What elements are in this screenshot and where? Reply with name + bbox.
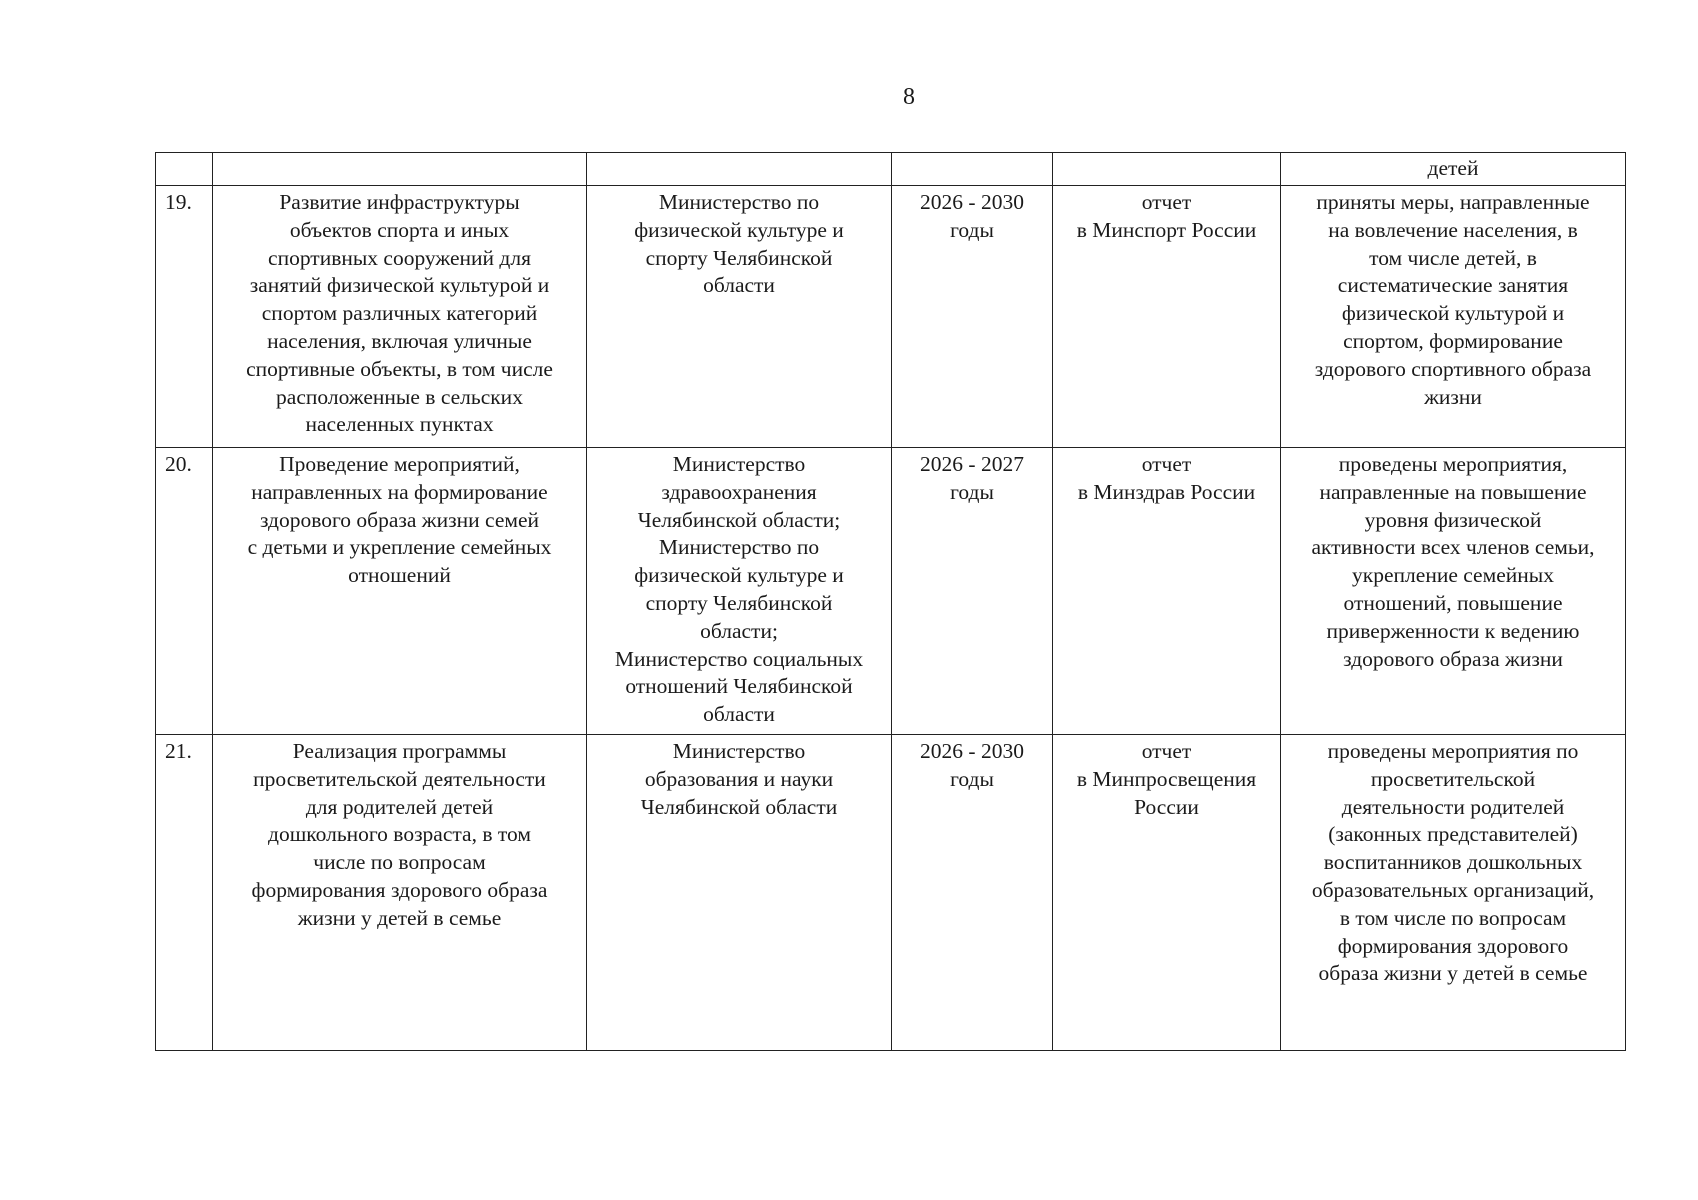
- table-row: [156, 735, 1626, 1051]
- cell-responsible: [587, 153, 892, 186]
- cell-report: отчет в Минпросвещения России: [1053, 735, 1281, 1051]
- cell-responsible: Министерство по физической культуре и спорту Челябинской области: [587, 186, 892, 448]
- cell-number: 21.: [156, 735, 213, 1051]
- table-row-continuation: [156, 153, 1626, 186]
- cell-activity: Развитие инфраструктуры объектов спорта и иных спортивных сооружений для занятий физической культурой и спортом различных категорий населения, включая уличные спортивные объекты, в том числе расположенные в сельских населенных пунктах: [213, 186, 587, 448]
- cell-period: [892, 153, 1053, 186]
- cell-result: приняты меры, направленные на вовлечение населения, в том числе детей, в систематические занятия физической культурой и спортом, формирование здорового спортивного образа жизни: [1281, 186, 1626, 448]
- cell-activity: Реализация программы просветительской деятельности для родителей детей дошкольного возраста, в том числе по вопросам формирования здорового образа жизни у детей в семье: [213, 735, 587, 1051]
- table-row: [156, 448, 1626, 735]
- cell-result: проведены мероприятия по просветительской деятельности родителей (законных представителей) воспитанников дошкольных образовательных организаций, в том числе по вопросам формирования здорового образа жизни у детей в семье: [1281, 735, 1626, 1051]
- cell-responsible: Министерство образования и науки Челябинской области: [587, 735, 892, 1051]
- measures-table: [155, 152, 1626, 1051]
- cell-period: 2026 - 2030 годы: [892, 186, 1053, 448]
- cell-report: отчет в Минспорт России: [1053, 186, 1281, 448]
- cell-result: детей: [1281, 153, 1626, 186]
- cell-number: [156, 153, 213, 186]
- cell-period: 2026 - 2027 годы: [892, 448, 1053, 735]
- cell-number: 20.: [156, 448, 213, 735]
- cell-report: отчет в Минздрав России: [1053, 448, 1281, 735]
- cell-activity: [213, 153, 587, 186]
- cell-activity: Проведение мероприятий, направленных на формирование здорового образа жизни семей с детьми и укрепление семейных отношений: [213, 448, 587, 735]
- table-row: [156, 186, 1626, 448]
- cell-responsible: Министерство здравоохранения Челябинской области; Министерство по физической культуре и спорту Челябинской области; Министерство социальных отношений Челябинской области: [587, 448, 892, 735]
- page-number: 8: [903, 84, 915, 110]
- cell-number: 19.: [156, 186, 213, 448]
- cell-result: проведены мероприятия, направленные на повышение уровня физической активности всех членов семьи, укрепление семейных отношений, повышение приверженности к ведению здорового образа жизни: [1281, 448, 1626, 735]
- cell-period: 2026 - 2030 годы: [892, 735, 1053, 1051]
- cell-report: [1053, 153, 1281, 186]
